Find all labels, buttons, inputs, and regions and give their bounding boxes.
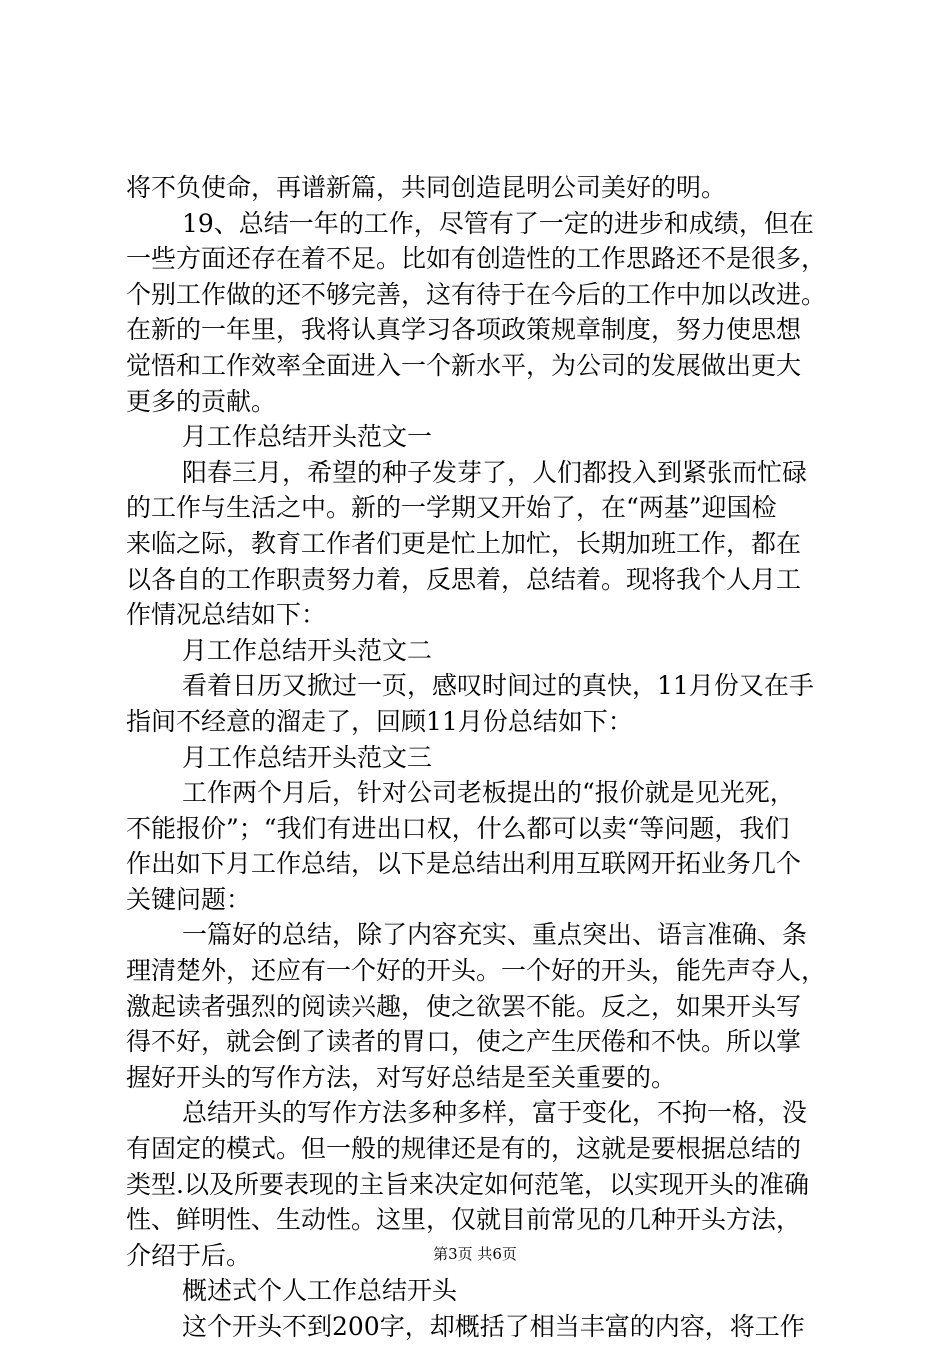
text-line: 将不负使命，再谱新篇，共同创造昆明公司美好的明。	[126, 173, 727, 202]
text-line: 以各自的工作职责努力着，反思着，总结着。现将我个人月工	[126, 564, 802, 594]
body-text	[126, 170, 846, 1345]
text-line: 类型.以及所要表现的主旨来决定如何范笔，以实现开头的准确	[126, 1169, 809, 1199]
text-line: 的工作与生活之中。新的一学期又开始了，在“两基”迎国检	[126, 493, 777, 523]
text-line: 不能报价”；“我们有进出口权，什么都可以卖“等问题，我们	[126, 813, 790, 843]
text-line: 理清楚外，还应有一个好的开头。一个好的开头，能先声夺人，	[126, 956, 827, 986]
text-line: 更多的贡献。	[126, 386, 277, 416]
text-line: 19、总结一年的工作，尽管有了一定的进步和成绩，但在	[182, 208, 814, 238]
text-line: 性、鲜明性、生动性。这里，仅就目前常见的几种开头方法，	[126, 1205, 802, 1235]
text-line: 激起读者强烈的阅读兴趣，使之欲罢不能。反之，如果开头写	[126, 991, 802, 1021]
text-line: 一篇好的总结，除了内容充实、重点突出、语言准确、条	[182, 920, 808, 950]
text-line: 来临之际，教育工作者们更是忙上加忙，长期加班工作，都在	[126, 528, 802, 558]
text-line: 握好开头的写作方法，对写好总结是至关重要的。	[126, 1062, 677, 1092]
section-heading: 月工作总结开头范文三	[182, 742, 433, 772]
text-line: 作情况总结如下：	[126, 600, 327, 630]
text-line: 看着日历又掀过一页，感叹时间过的真快，11月份又在手	[182, 671, 814, 701]
text-line: 总结开头的写作方法多种多样，富于变化，不拘一格，没	[182, 1098, 808, 1128]
text-line: 觉悟和工作效率全面进入一个新水平，为公司的发展做出更大	[126, 350, 802, 380]
section-heading: 月工作总结开头范文二	[182, 635, 433, 665]
text-line: 个别工作做的还不够完善，这有待于在今后的工作中加以改进。	[126, 279, 827, 309]
text-line: 关键问题：	[126, 884, 252, 914]
text-line: 工作两个月后，针对公司老板提出的“报价就是见光死，	[182, 778, 795, 808]
text-line: 一些方面还存在着不足。比如有创造性的工作思路还不是很多，	[126, 244, 827, 274]
text-line: 阳春三月，希望的种子发芽了，人们都投入到紧张而忙碌	[182, 457, 808, 487]
text-line: 得不好，就会倒了读者的胃口，使之产生厌倦和不快。所以掌	[126, 1027, 802, 1057]
text-line: 有固定的模式。但一般的规律还是有的，这就是要根据总结的	[126, 1134, 802, 1164]
text-line: 介绍于后。	[126, 1240, 252, 1270]
text-line: 在新的一年里，我将认真学习各项政策规章制度，努力使思想	[126, 315, 802, 345]
text-line: 这个开头不到200字，却概括了相当丰富的内容，将工作	[182, 1312, 805, 1341]
page-footer: 第3页 共6页	[433, 1245, 517, 1263]
section-heading: 概述式个人工作总结开头	[182, 1276, 458, 1306]
text-line: 指间不经意的溜走了，回顾11月份总结如下：	[126, 706, 633, 736]
text-line: 作出如下月工作总结，以下是总结出利用互联网开拓业务几个	[126, 849, 802, 879]
section-heading: 月工作总结开头范文一	[182, 422, 433, 452]
